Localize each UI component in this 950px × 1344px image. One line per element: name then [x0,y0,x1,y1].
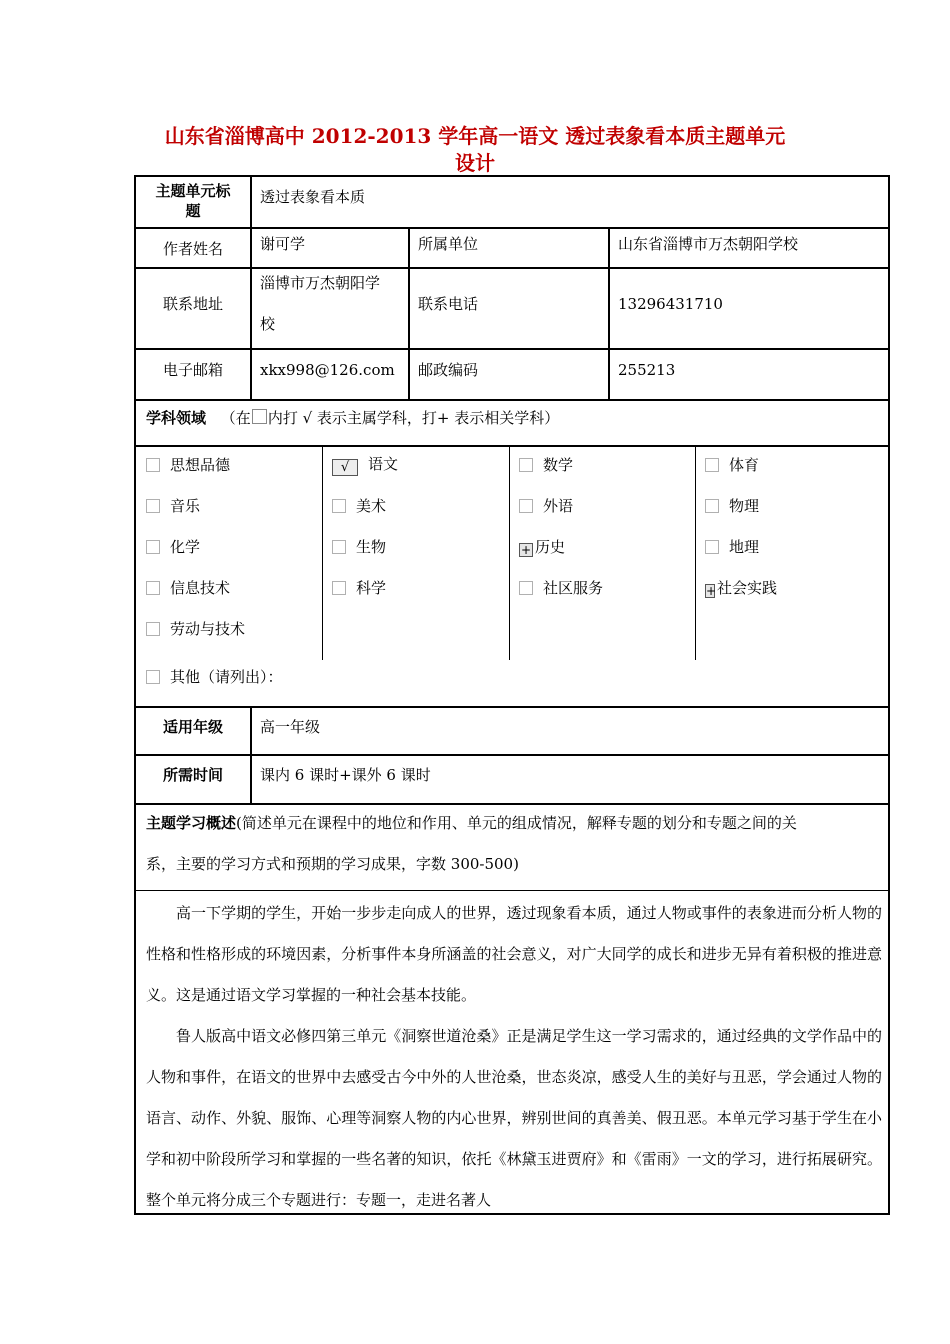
subject-label: 思想品德 [170,456,231,474]
overview-paragraph: 高一下学期的学生，开始一步步走向成人的世界，透过现象看本质，通过人物或事件的表象进而分析人物的性格和性格形成的环境因素，分析事件本身所涵盖的社会意义，对广大同学的成长和进步无异有着积极的推进意义。这是通过语文学习掌握的一种社会基本技能。 [146,904,882,1004]
plus-icon[interactable]: + [520,543,532,557]
zip-label: 邮政编码 [418,361,479,379]
email-value: xkx998@126.com [260,361,395,379]
subject-item[interactable] [332,537,386,557]
subject-other-label: 其他（请列出）： [170,668,283,686]
row-divider [136,348,888,350]
subject-note-suffix: 内打 √ 表示主属学科，打+ 表示相关学科） [267,409,560,427]
checkbox-icon[interactable] [519,458,533,472]
row-divider [136,267,888,269]
subject-heading-label: 学科领域 [146,409,207,427]
column-divider [695,447,696,660]
email-label: 电子邮箱 [162,361,223,379]
checkbox-icon[interactable] [332,581,346,595]
checkbox-icon[interactable] [146,622,160,636]
subject-item[interactable] [519,578,603,598]
subject-item[interactable] [519,496,573,516]
checkbox-icon[interactable] [519,581,533,595]
checkbox-icon[interactable] [705,458,719,472]
document-title-line2: 设计 [455,151,495,175]
checkbox-icon[interactable] [146,458,160,472]
subject-other[interactable] [146,667,283,687]
theme-value: 透过表象看本质 [260,188,366,206]
subject-label: 社会实践 [717,579,778,597]
subject-item[interactable] [705,578,777,598]
subject-label: 数学 [543,456,574,474]
subject-label: 外语 [543,497,574,515]
zip-value: 255213 [618,361,676,379]
unit-label: 所属单位 [418,235,479,253]
subject-label: 体育 [729,456,760,474]
grade-value: 高一年级 [260,718,321,736]
overview-paragraph: 鲁人版高中语文必修四第三单元《洞察世道沧桑》正是满足学生这一学习需求的，通过经典的文学作品中的人物和事件，在语文的世界中去感受古今中外的人世沧桑，世态炎凉，感受人生的美好与丑恶，学会通过人物的语言、动作、外貌、服饰、心理等洞察人物的内心世界，辨别世间的真善美、假丑恶。本单元学习基于学生在小学和初中阶段所学习和掌握的一些名著的知识，依托《林黛玉进贾府》和《雷雨》一文的学习，进行拓展研究。整个单元将分成三个专题进行：专题一，走进名著人 [146,1027,882,1209]
overview-heading-label: 主题学习概述 [146,814,237,832]
column-divider [509,447,510,660]
overview-heading-note-line2: 系，主要的学习方式和预期的学习成果，字数 300-500) [146,855,519,873]
subject-label: 生物 [356,538,387,556]
subject-label: 地理 [729,538,760,556]
subject-label: 美术 [356,497,387,515]
checkmark-icon[interactable]: √ [332,459,358,476]
subject-item[interactable] [332,578,386,598]
author-label: 作者姓名 [162,240,223,258]
subject-item[interactable] [146,455,230,475]
subject-item[interactable] [146,496,200,516]
subject-item[interactable] [705,537,759,557]
subject-item[interactable] [519,537,565,557]
column-divider [250,177,252,399]
subject-item[interactable] [146,578,230,598]
overview-heading-note: (简述单元在课程中的地位和作用、单元的组成情况，解释专题的划分和专题之间的关 [236,814,797,832]
subject-item[interactable] [146,537,200,557]
theme-label [136,181,250,221]
subject-item[interactable] [705,455,759,475]
column-divider [322,447,323,660]
subject-label: 音乐 [170,497,201,515]
checkbox-icon[interactable] [332,499,346,513]
address-value-line1: 淄博市万杰朝阳学 [260,274,381,292]
plus-icon[interactable]: + [706,584,717,598]
column-divider [408,227,410,399]
subject-item[interactable] [146,619,245,639]
overview-body [146,893,882,1215]
author-value: 谢可学 [260,235,306,253]
column-divider [250,706,252,803]
subject-label: 语文 [368,455,399,473]
row-divider [136,706,888,708]
row-divider [136,890,888,891]
subject-label: 劳动与技术 [170,620,246,638]
time-value: 课内 6 课时+课外 6 课时 [260,766,431,784]
grade-label: 适用年级 [162,718,223,736]
checkbox-icon[interactable] [146,670,160,684]
subject-label: 物理 [729,497,760,515]
subject-label: 历史 [535,538,566,556]
phone-label: 联系电话 [418,295,479,313]
checkbox-sample-icon [252,409,267,424]
phone-value: 13296431710 [618,295,723,313]
subject-note-prefix: （在 [220,409,251,427]
theme-label-line1: 主题单元标 [155,182,231,200]
document-title: 山东省淄博高中 2012-2013 学年高一语文 透过表象看本质主题单元 [164,124,786,148]
address-value-line2: 校 [260,315,276,333]
subject-item[interactable] [332,496,386,516]
checkbox-icon[interactable] [705,499,719,513]
overview-heading [146,803,882,885]
checkbox-icon[interactable] [146,499,160,513]
subject-label: 信息技术 [170,579,231,597]
subject-item[interactable] [519,455,573,475]
row-divider [136,754,888,756]
subject-label: 化学 [170,538,201,556]
unit-value: 山东省淄博市万杰朝阳学校 [618,235,799,253]
column-divider [608,227,610,399]
subject-item[interactable] [332,454,398,476]
row-divider [136,445,888,447]
unit-design-table [134,175,890,1215]
theme-label-line2: 题 [185,202,201,220]
checkbox-icon[interactable] [332,540,346,554]
checkbox-icon[interactable] [146,540,160,554]
subject-label: 科学 [356,579,387,597]
checkbox-icon[interactable] [146,581,160,595]
subject-label: 社区服务 [543,579,604,597]
checkbox-icon[interactable] [705,540,719,554]
time-label: 所需时间 [162,766,223,784]
checkbox-icon[interactable] [519,499,533,513]
subject-item[interactable] [705,496,759,516]
subject-heading [146,398,559,438]
address-label: 联系地址 [162,295,223,313]
